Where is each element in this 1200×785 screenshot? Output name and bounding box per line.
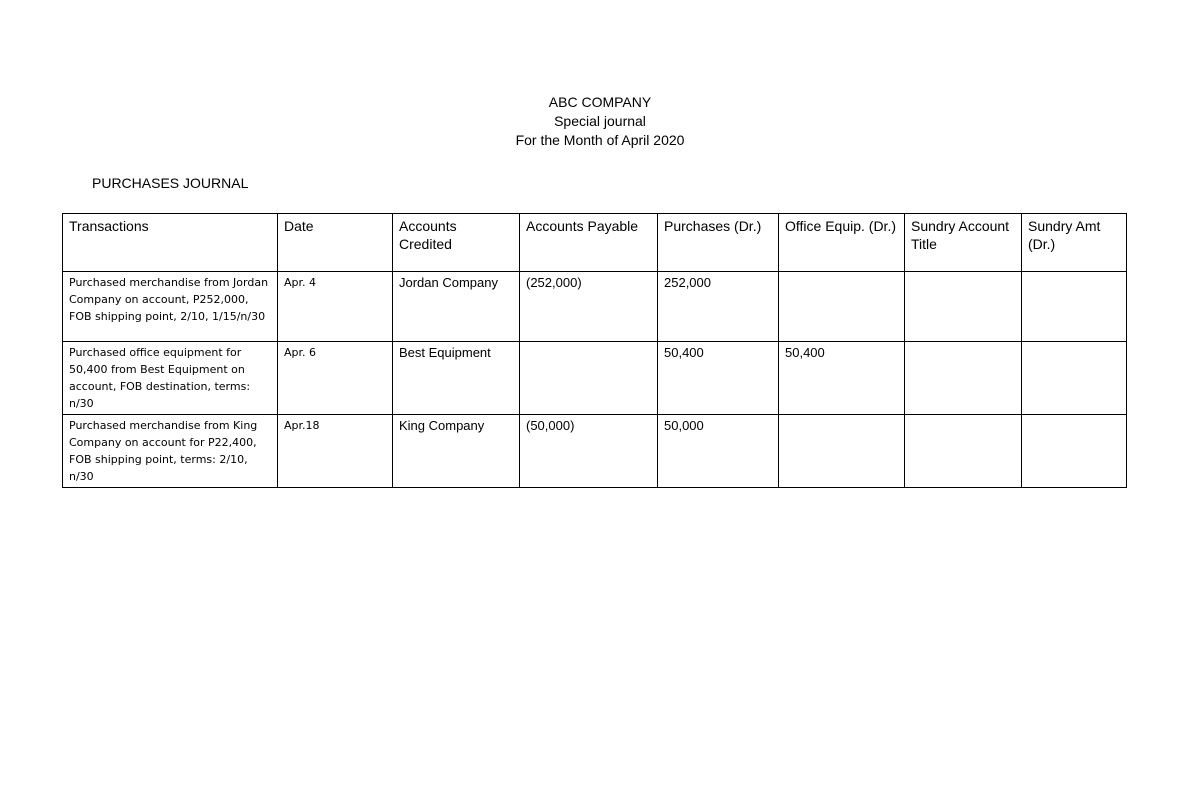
column-header-accounts-payable: Accounts Payable [520, 214, 658, 272]
date-cell: Apr.18 [278, 415, 393, 488]
column-header-office-equip: Office Equip. (Dr.) [779, 214, 905, 272]
column-header-transactions: Transactions [63, 214, 278, 272]
column-header-purchases: Purchases (Dr.) [658, 214, 779, 272]
period-label: For the Month of April 2020 [515, 132, 685, 148]
company-name: ABC COMPANY [548, 94, 652, 110]
purchases-journal-table [62, 213, 1127, 488]
sundry-title-cell [905, 415, 1022, 488]
column-header-accounts-credited: Accounts Credited [393, 214, 520, 272]
date-cell: Apr. 4 [278, 272, 393, 342]
table-row [63, 415, 1127, 488]
office-equip-cell [779, 272, 905, 342]
journal-title: PURCHASES JOURNAL [92, 175, 249, 191]
table-row [63, 342, 1127, 415]
purchases-cell: 252,000 [658, 272, 779, 342]
accounts-payable-cell [520, 342, 658, 415]
office-equip-cell: 50,400 [779, 342, 905, 415]
date-cell: Apr. 6 [278, 342, 393, 415]
purchases-cell: 50,000 [658, 415, 779, 488]
office-equip-cell [779, 415, 905, 488]
purchases-cell: 50,400 [658, 342, 779, 415]
table-row [63, 272, 1127, 342]
sundry-amt-cell [1022, 415, 1127, 488]
column-header-sundry-title: Sundry Account Title [905, 214, 1022, 272]
accounts-credited-cell: Best Equipment [393, 342, 520, 415]
column-header-sundry-amt: Sundry Amt (Dr.) [1022, 214, 1127, 272]
sundry-amt-cell [1022, 342, 1127, 415]
accounts-payable-cell: (252,000) [520, 272, 658, 342]
transaction-cell: Purchased office equipment for 50,400 from Best Equipment on account, FOB destination, terms: n/30 [63, 342, 278, 415]
accounts-credited-cell: King Company [393, 415, 520, 488]
accounts-credited-cell: Jordan Company [393, 272, 520, 342]
transaction-cell: Purchased merchandise from King Company on account for P22,400, FOB shipping point, terms: 2/10, n/30 [63, 415, 278, 488]
table-header-row [63, 214, 1127, 272]
journal-subtitle: Special journal [554, 113, 646, 129]
accounts-payable-cell: (50,000) [520, 415, 658, 488]
sundry-title-cell [905, 272, 1022, 342]
column-header-date: Date [278, 214, 393, 272]
document-header [0, 93, 1200, 150]
sundry-title-cell [905, 342, 1022, 415]
transaction-cell: Purchased merchandise from Jordan Company on account, P252,000, FOB shipping point, 2/10, 1/15/n/30 [63, 272, 278, 342]
sundry-amt-cell [1022, 272, 1127, 342]
